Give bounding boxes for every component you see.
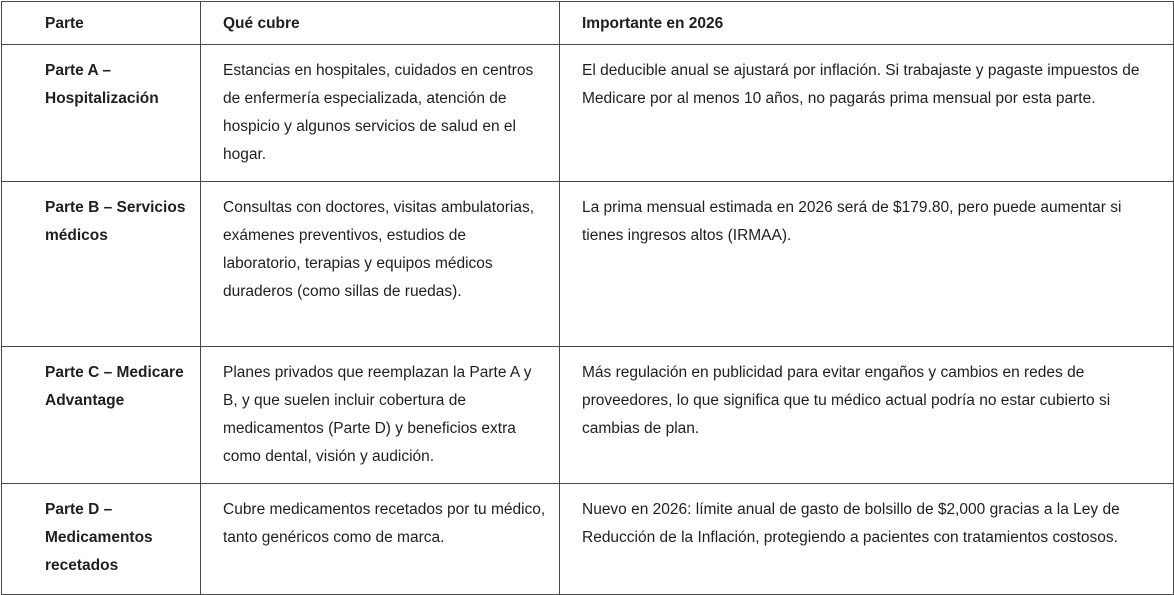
cell-importante: Nuevo en 2026: límite anual de gasto de bolsillo de $2,000 gracias a la Ley de Reducción de la Inflación, protegiendo a pacientes con tratamientos costosos. [560,484,1174,595]
cell-que-cubre: Estancias en hospitales, cuidados en centros de enfermería especializada, atención de hospicio y algunos servicios de salud en el hogar. [201,45,560,182]
cell-que-cubre: Consultas con doctores, visitas ambulatorias, exámenes preventivos, estudios de laboratorio, terapias y equipos médicos duraderos (como sillas de ruedas). [201,182,560,347]
table-header [2,2,1174,45]
column-header-que-cubre: Qué cubre [201,2,560,45]
cell-parte: Parte A – Hospitalización [2,45,201,182]
column-header-parte: Parte [2,2,201,45]
table-body [2,45,1174,595]
cell-que-cubre: Planes privados que reemplazan la Parte A y B, y que suelen incluir cobertura de medicamentos (Parte D) y beneficios extra como dental, visión y audición. [201,347,560,484]
cell-que-cubre: Cubre medicamentos recetados por tu médico, tanto genéricos como de marca. [201,484,560,595]
cell-parte: Parte B – Servicios médicos [2,182,201,347]
column-header-importante: Importante en 2026 [560,2,1174,45]
medicare-parts-table [1,1,1174,595]
table-row [2,347,1174,484]
table-row [2,182,1174,347]
cell-parte: Parte D – Medicamentos recetados [2,484,201,595]
cell-parte: Parte C – Medicare Advantage [2,347,201,484]
table-row [2,484,1174,595]
cell-importante: El deducible anual se ajustará por inflación. Si trabajaste y pagaste impuestos de Medicare por al menos 10 años, no pagarás prima mensual por esta parte. [560,45,1174,182]
cell-importante: La prima mensual estimada en 2026 será de $179.80, pero puede aumentar si tienes ingresos altos (IRMAA). [560,182,1174,347]
cell-importante: Más regulación en publicidad para evitar engaños y cambios en redes de proveedores, lo que significa que tu médico actual podría no estar cubierto si cambias de plan. [560,347,1174,484]
header-row [2,2,1174,45]
table-row [2,45,1174,182]
